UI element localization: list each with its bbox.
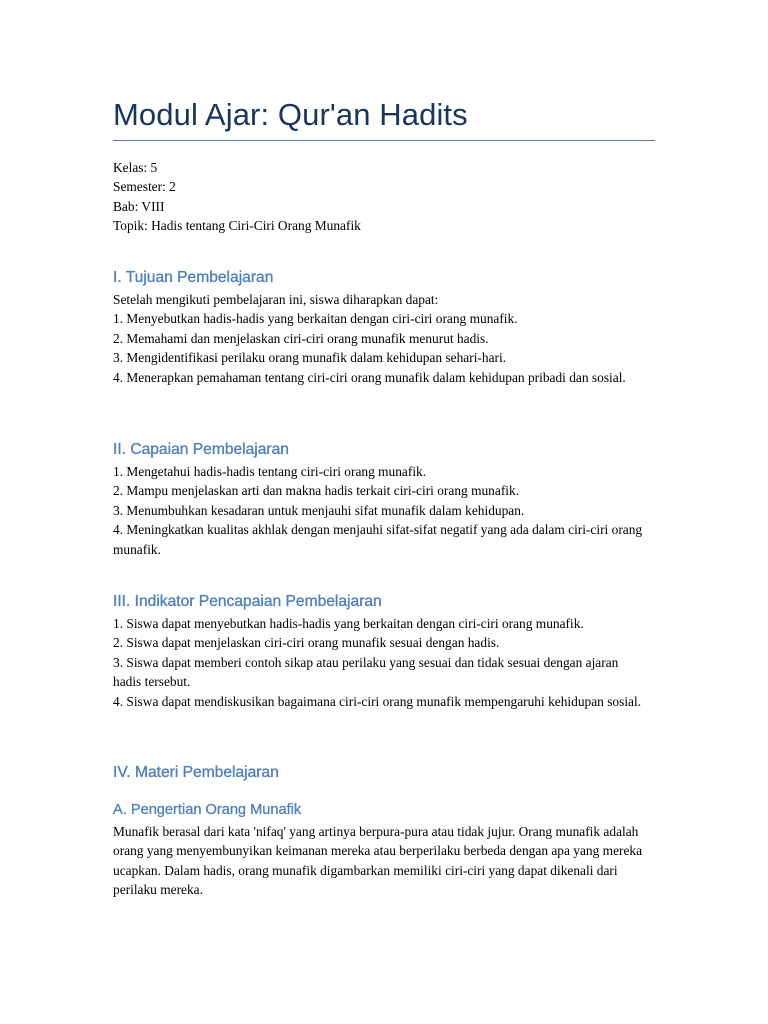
section-tujuan — [113, 267, 658, 387]
meta-bab: Bab: VIII — [113, 198, 165, 214]
section-capaian — [113, 439, 658, 559]
list-item: 2. Memahami dan menjelaskan ciri-ciri orang munafik menurut hadis. — [113, 330, 489, 346]
meta-semester: Semester: 2 — [113, 179, 176, 195]
list-item: 2. Siswa dapat menjelaskan ciri-ciri orang munafik sesuai dengan hadis. — [113, 635, 500, 651]
list-item: 2. Mampu menjelaskan arti dan makna hadis terkait ciri-ciri orang munafik. — [113, 483, 520, 499]
list-item: 3. Siswa dapat memberi contoh sikap atau perilaku yang sesuai dan tidak sesuai dengan ajaran hadis tersebut. — [113, 654, 619, 690]
meta-kelas: Kelas: 5 — [113, 160, 158, 175]
meta-topik: Topik: Hadis tentang Ciri-Ciri Orang Munafik — [113, 218, 361, 234]
document-title: Modul Ajar: Qur'an Hadits — [113, 97, 468, 132]
list-item: 1. Menyebutkan hadis-hadis yang berkaitan dengan ciri-ciri orang munafik. — [113, 311, 518, 327]
section-subheading: A. Pengertian Orang Munafik — [113, 802, 302, 818]
section-heading: III. Indikator Pencapaian Pembelajaran — [113, 593, 382, 610]
section-body — [113, 614, 658, 711]
list-item: 4. Menerapkan pemahaman tentang ciri-ciri orang munafik dalam kehidupan pribadi dan sosial. — [113, 369, 626, 385]
list-item: 4. Meningkatkan kualitas akhlak dengan menjauhi sifat-sifat negatif yang ada dalam ciri-ciri orang munafik. — [113, 522, 643, 557]
document-meta — [113, 158, 655, 236]
title-underline — [113, 140, 655, 141]
section-paragraph: Munafik berasal dari kata 'nifaq' yang artinya berpura-pura atau tidak jujur. Orang munafik adalah orang yang menyembunyikan keimanan mereka atau berperilaku berbeda dengan apa yang mereka ucapkan. Dalam hadis, orang munafik digambarkan memiliki ciri-ciri yang dapat dikenali dari perilaku mereka. — [113, 824, 643, 898]
list-item: 1. Siswa dapat menyebutkan hadis-hadis yang berkaitan dengan ciri-ciri orang munafik. — [113, 616, 584, 631]
section-intro: Setelah mengikuti pembelajaran ini, siswa diharapkan dapat: — [113, 292, 439, 307]
section-heading: IV. Materi Pembelajaran — [113, 764, 279, 781]
section-heading: II. Capaian Pembelajaran — [113, 441, 289, 458]
section-body — [113, 462, 658, 559]
list-item: 3. Mengidentifikasi perilaku orang munafik dalam kehidupan sehari-hari. — [113, 350, 507, 366]
list-item: 3. Menumbuhkan kesadaran untuk menjauhi sifat munafik dalam kehidupan. — [113, 502, 525, 518]
section-indikator — [113, 591, 658, 711]
section-heading: I. Tujuan Pembelajaran — [113, 269, 274, 286]
list-item: 1. Mengetahui hadis-hadis tentang ciri-ciri orang munafik. — [113, 464, 427, 479]
section-materi — [113, 762, 658, 900]
list-item: 4. Siswa dapat mendiskusikan bagaimana ciri-ciri orang munafik mempengaruhi kehidupan sosial. — [113, 693, 642, 709]
section-body — [113, 290, 658, 387]
